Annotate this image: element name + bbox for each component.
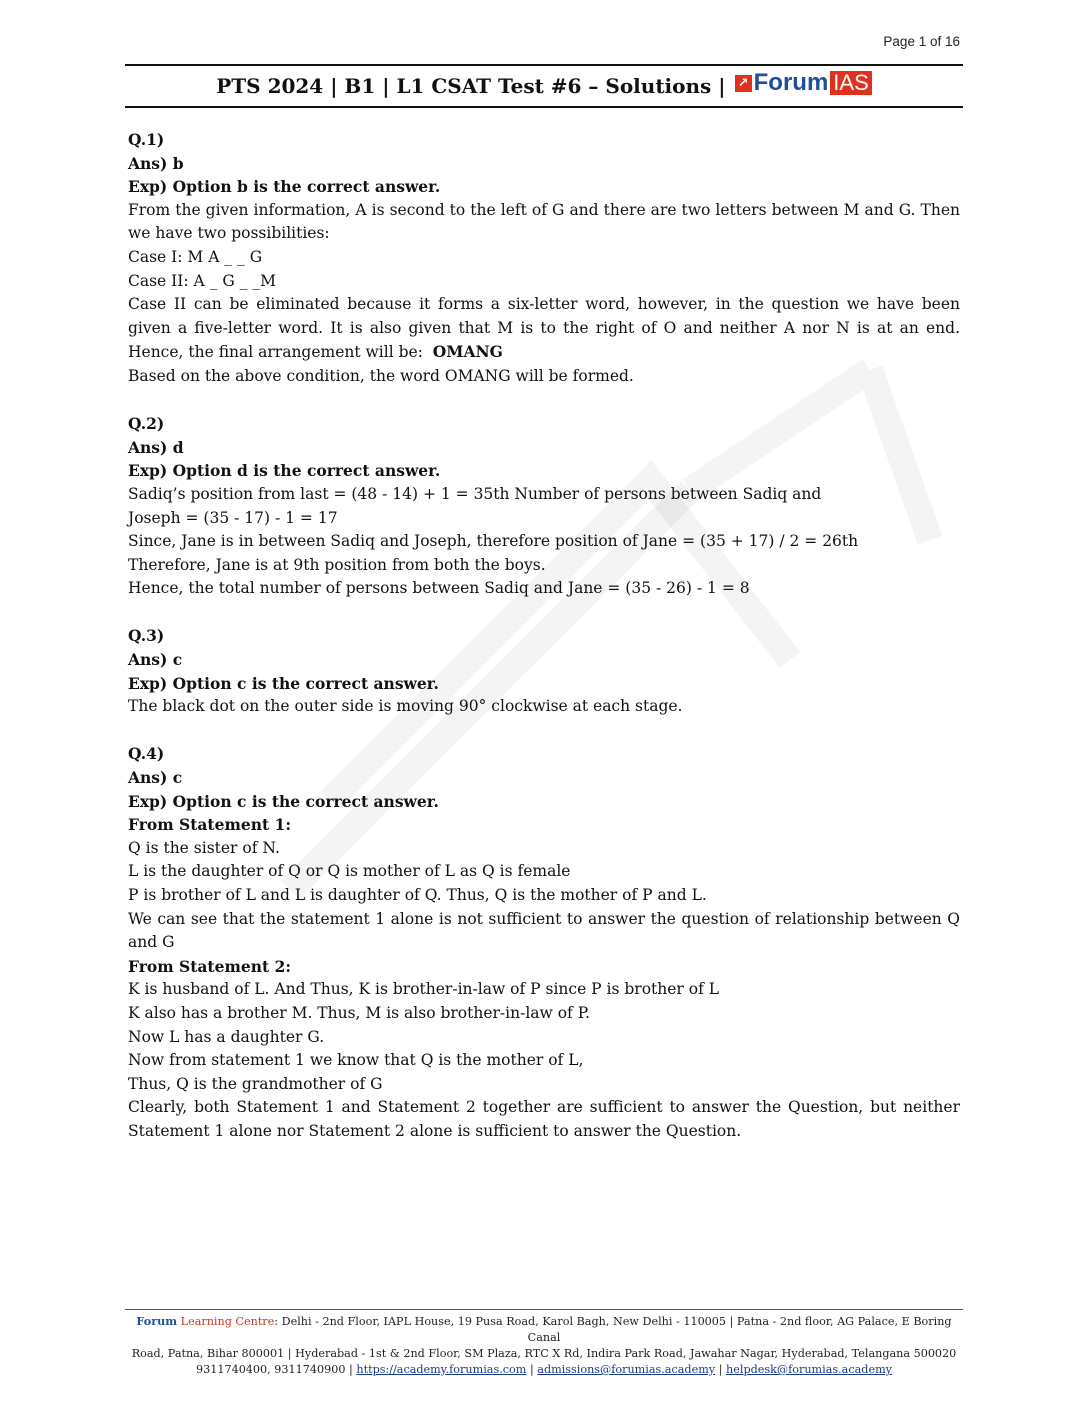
answer: Ans) c	[128, 768, 183, 788]
explanation-heading: Exp) Option c is the correct answer.	[128, 673, 439, 693]
question-2	[128, 412, 960, 601]
explanation-line: Therefore, Jane is at 9th position from both the boys.	[128, 555, 546, 574]
explanation-line: Joseph = (35 - 17) - 1 = 17	[128, 508, 338, 527]
conclusion: Clearly, both Statement 1 and Statement 2 together are sufficient to answer the Question, but neither Statement 1 alone nor Statement 2 alone is sufficient to answer the Question.	[128, 1098, 960, 1140]
explanation-heading: Exp) Option c is the correct answer.	[128, 791, 439, 811]
explanation-line: P is brother of L and L is daughter of Q. Thus, Q is the mother of P and L.	[128, 886, 707, 904]
explanation-line: Now L has a daughter G.	[128, 1027, 325, 1046]
question-number: Q.3)	[128, 626, 165, 646]
explanation-line: Now from statement 1 we know that Q is the mother of L,	[128, 1051, 584, 1070]
document-title: PTS 2024 | B1 | L1 CSAT Test #6 – Solutions |	[216, 74, 726, 98]
explanation-heading: Exp) Option d is the correct answer.	[128, 461, 441, 481]
explanation-line: Q is the sister of N.	[128, 838, 280, 857]
explanation-heading: Exp) Option b is the correct answer.	[128, 177, 441, 197]
explanation-line: We can see that the statement 1 alone is not sufficient to answer the question of relationship between Q and G	[128, 909, 960, 952]
question-3	[128, 624, 960, 718]
footer-brand-forum: Forum	[136, 1314, 178, 1328]
question-1	[128, 128, 960, 389]
forumias-logo	[735, 69, 872, 97]
academy-link[interactable]: https://academy.forumias.com	[356, 1363, 527, 1376]
footer-separator: |	[529, 1363, 534, 1376]
logo-box: IAS	[830, 71, 871, 95]
explanation-line: The black dot on the outer side is moving 90° clockwise at each stage.	[128, 697, 683, 716]
document-header	[125, 64, 963, 108]
explanation-line: Sadiq’s position from last = (48 - 14) + 1 = 35th Number of persons between Sadiq and	[128, 484, 822, 503]
question-number: Q.2)	[128, 414, 165, 434]
answer: Ans) d	[128, 437, 184, 457]
explanation-line: Since, Jane is in between Sadiq and Joseph, therefore position of Jane = (35 + 17) / 2 = 26th	[128, 532, 859, 551]
footer-colon: :	[274, 1315, 279, 1328]
footer-separator: |	[718, 1363, 723, 1376]
footer-contact-line	[125, 1362, 963, 1378]
admissions-email-link[interactable]: admissions@forumias.academy	[537, 1363, 716, 1376]
case-1: Case I: M A _ _ G	[128, 247, 263, 266]
question-number: Q.1)	[128, 130, 165, 149]
logo-word: Forum	[753, 69, 829, 96]
footer	[125, 1309, 963, 1378]
final-word: OMANG	[432, 342, 503, 362]
helpdesk-email-link[interactable]: helpdesk@forumias.academy	[726, 1363, 893, 1376]
explanation-line: L is the daughter of Q or Q is mother of L as Q is female	[128, 862, 571, 881]
page-number: Page 1 of 16	[883, 34, 960, 49]
footer-address-line-2: Road, Patna, Bihar 800001 | Hyderabad - 1st & 2nd Floor, SM Plaza, RTC X Rd, Indira Park Road, Jawahar Nagar, Hyderabad, Telangana 500020	[131, 1347, 957, 1360]
footer-address: Delhi - 2nd Floor, IAPL House, 19 Pusa Road, Karol Bagh, New Delhi - 110005 | Patna - 2nd floor, AG Palace, E Boring Canal	[281, 1315, 952, 1344]
conclusion: Based on the above condition, the word OMANG will be formed.	[128, 366, 634, 385]
explanation-text	[128, 293, 960, 365]
explanation-line: K is husband of L. And Thus, K is brother-in-law of P since P is brother of L	[128, 980, 720, 999]
solutions-content	[128, 128, 960, 1167]
footer-separator: |	[349, 1363, 353, 1376]
answer: Ans) c	[128, 650, 183, 670]
footer-address-line-1	[125, 1313, 963, 1346]
explanation-line: K also has a brother M. Thus, M is also brother-in-law of P.	[128, 1003, 590, 1022]
explanation-line: Thus, Q is the grandmother of G	[128, 1074, 383, 1093]
footer-brand-centre: Learning Centre	[180, 1315, 275, 1328]
explanation-text-part: Case II can be eliminated because it forms a six-letter word, however, in the question we have been given a five-letter word. It is also given that M is to the right of O and neither A nor N is at an end. Hence, the final arrangement will be:	[128, 295, 960, 362]
arrow-up-right-icon: ↗	[735, 75, 752, 92]
explanation-line: Hence, the total number of persons between Sadiq and Jane = (35 - 26) - 1 = 8	[128, 579, 750, 598]
statement-2-heading: From Statement 2:	[128, 956, 292, 976]
question-number: Q.4)	[128, 744, 165, 764]
answer: Ans) b	[128, 153, 184, 173]
statement-1-heading: From Statement 1:	[128, 815, 292, 835]
explanation-text: From the given information, A is second to the left of G and there are two letters between M and G. Then we have two possibilities:	[128, 200, 960, 243]
case-2: Case II: A _ G _ _M	[128, 271, 276, 290]
footer-phones: 9311740400, 9311740900	[195, 1363, 346, 1376]
question-4	[128, 742, 960, 1143]
